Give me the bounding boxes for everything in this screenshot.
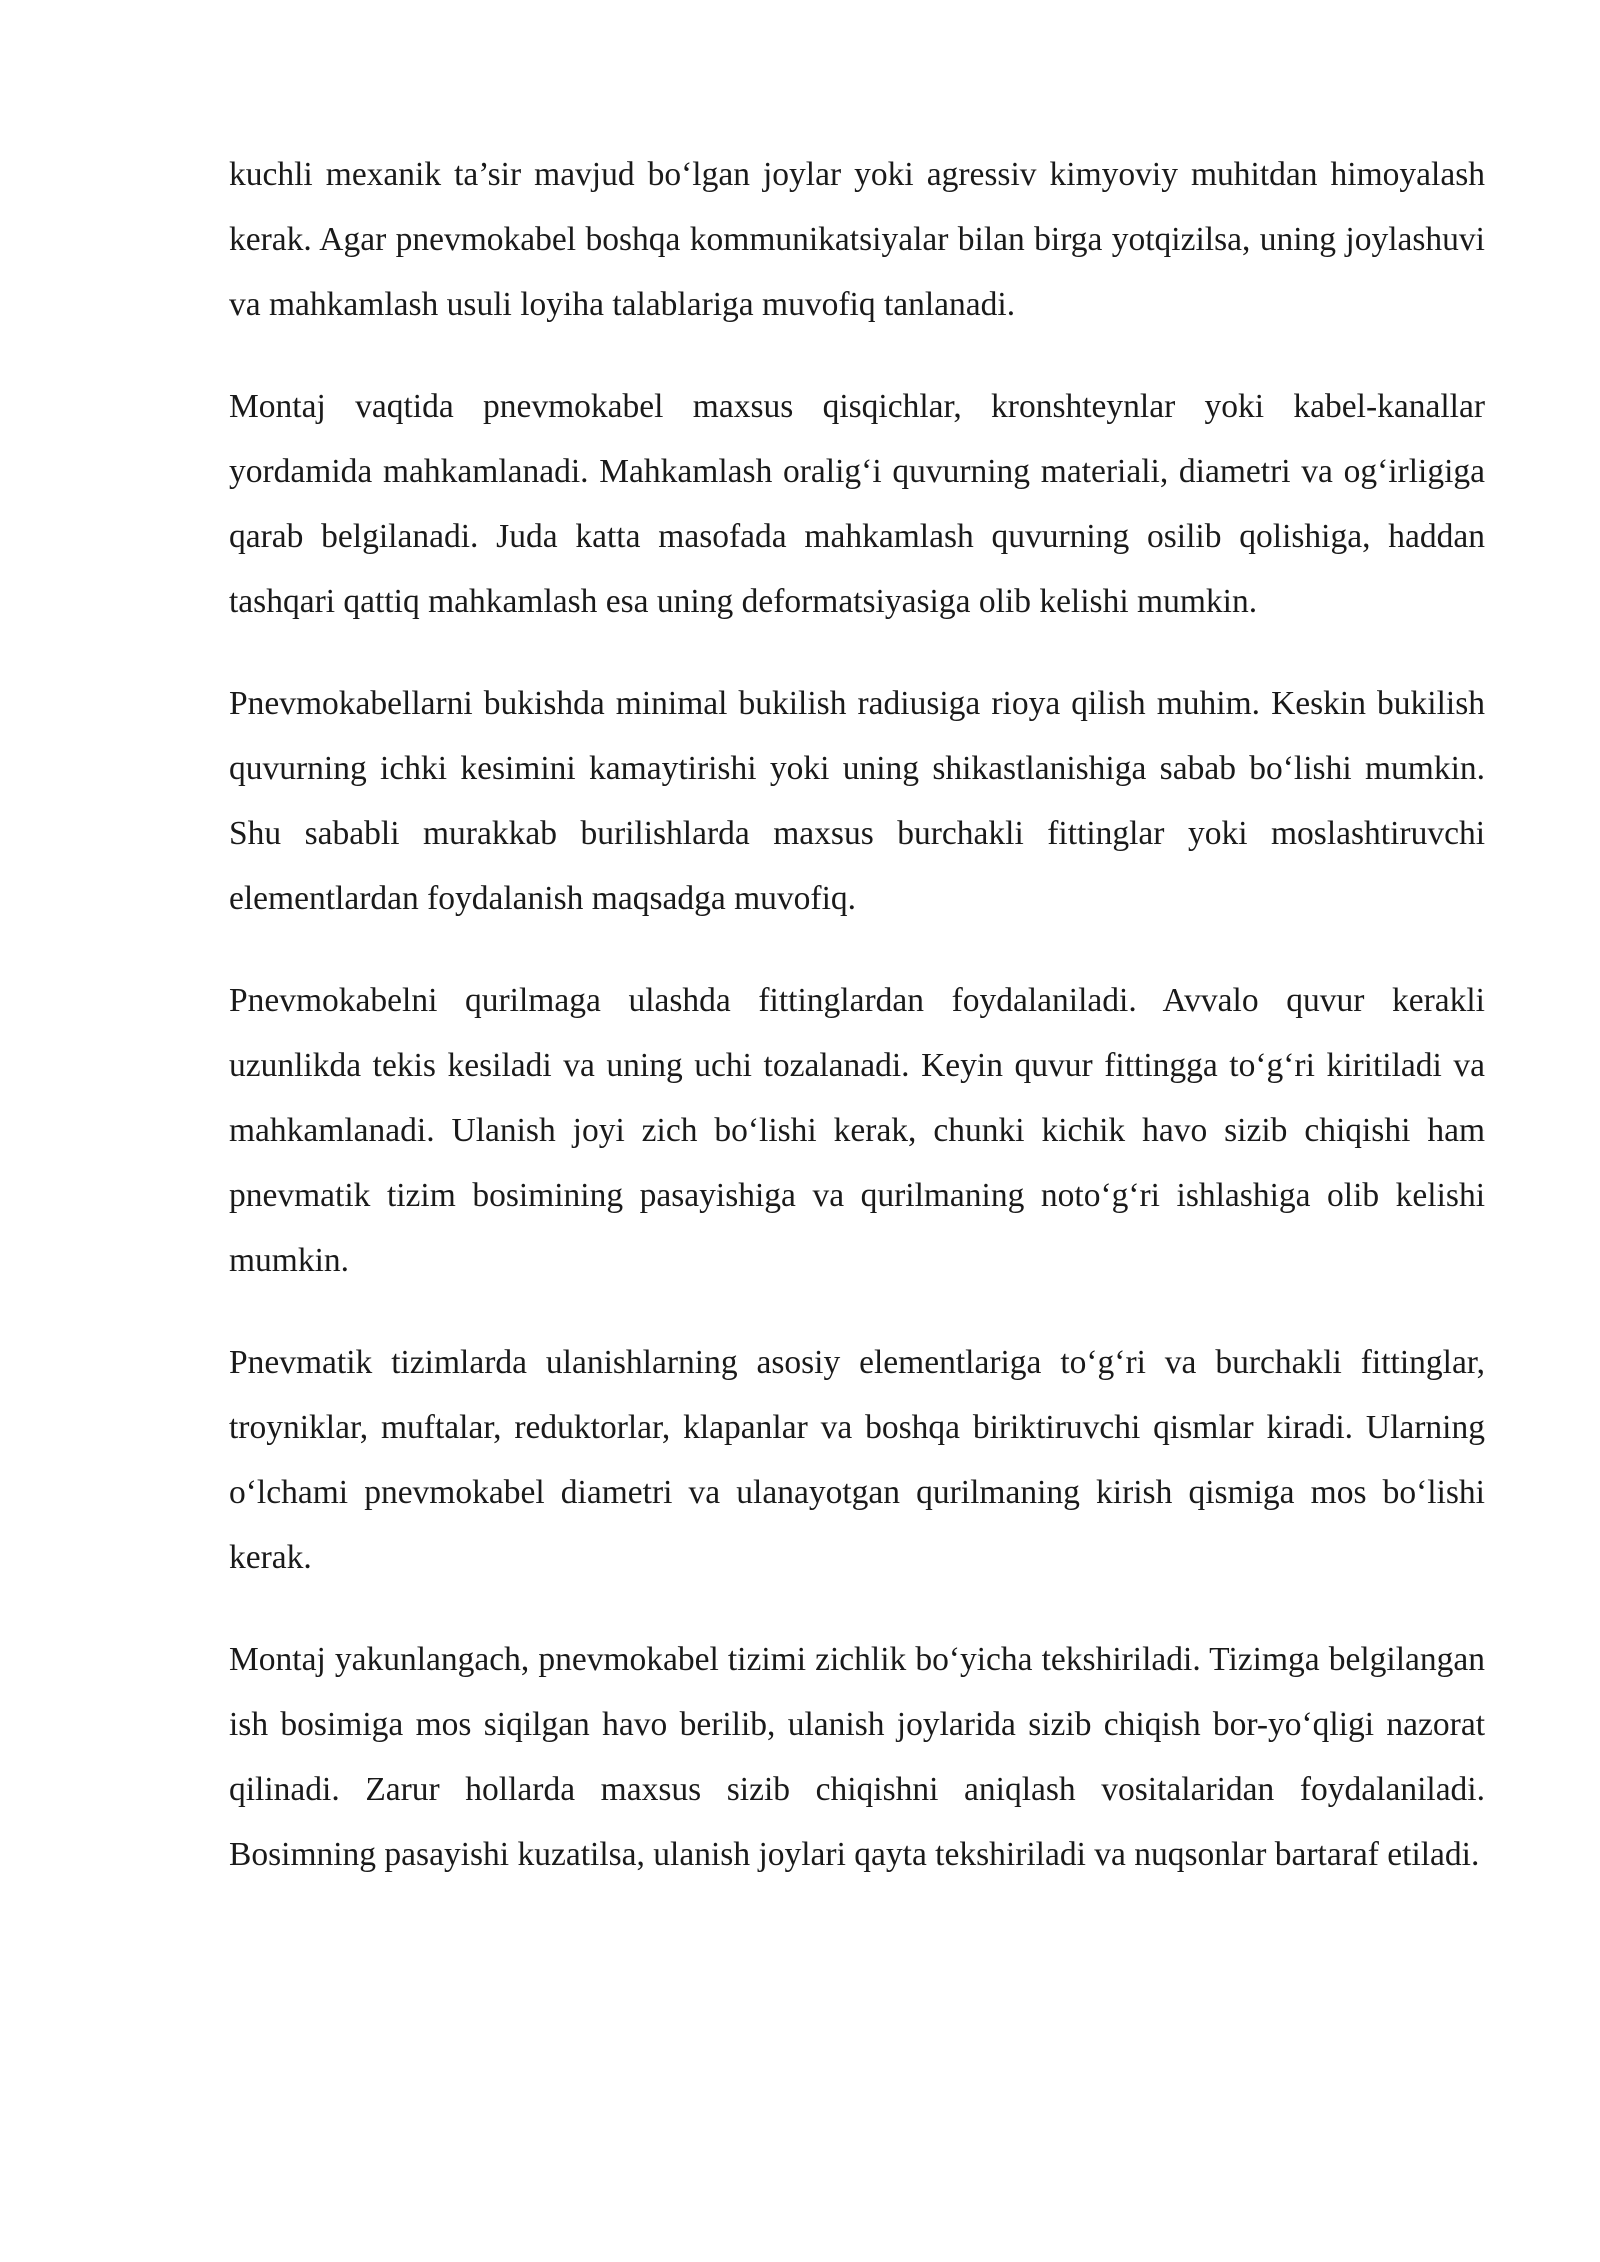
paragraph: Pnevmatik tizimlarda ulanishlarning asosiy elementlariga to‘g‘ri va burchakli fittinglar, troyniklar, muftalar, reduktorlar, klapanlar va boshqa biriktiruvchi qismlar kiradi. Ularning o‘lchami pnevmokabel diametri va ulanayotgan qurilmaning kirish qismiga mos bo‘lishi kerak. [229, 1344, 1485, 1576]
paragraph: kuchli mexanik ta’sir mavjud bo‘lgan joylar yoki agressiv kimyoviy muhitdan himoyalash kerak. Agar pnevmokabel boshqa kommunikatsiyalar bilan birga yotqizilsa, uning joylashuvi va mahkamlash usuli loyiha talablariga muvofiq tanlanadi. [229, 156, 1485, 323]
paragraph: Montaj vaqtida pnevmokabel maxsus qisqichlar, kronshteynlar yoki kabel-kanallar yordamida mahkamlanadi. Mahkamlash oralig‘i quvurning materiali, diametri va og‘irligiga qarab belgilanadi. Juda katta masofada mahkamlash quvurning osilib qolishiga, haddan tashqari qattiq mahkamlash esa uning deformatsiyasiga olib kelishi mumkin. [229, 388, 1485, 620]
paragraph: Pnevmokabelni qurilmaga ulashda fittinglardan foydalaniladi. Avvalo quvur kerakli uzunlikda tekis kesiladi va uning uchi tozalanadi. Keyin quvur fittingga to‘g‘ri kiritiladi va mahkamlanadi. Ulanish joyi zich bo‘lishi kerak, chunki kichik havo sizib chiqishi ham pnevmatik tizim bosimining pasayishiga va qurilmaning noto‘g‘ri ishlashiga olib kelishi mumkin. [229, 982, 1485, 1279]
paragraph: Montaj yakunlangach, pnevmokabel tizimi zichlik bo‘yicha tekshiriladi. Tizimga belgilangan ish bosimiga mos siqilgan havo berilib, ulanish joylarida sizib chiqish bor-yo‘qligi nazorat qilinadi. Zarur hollarda maxsus sizib chiqishni aniqlash vositalaridan foydalaniladi. Bosimning pasayishi kuzatilsa, ulanish joylari qayta tekshiriladi va nuqsonlar bartaraf etiladi. [229, 1641, 1485, 1873]
paragraph: Pnevmokabellarni bukishda minimal bukilish radiusiga rioya qilish muhim. Keskin bukilish quvurning ichki kesimini kamaytirishi yoki uning shikastlanishiga sabab bo‘lishi mumkin. Shu sababli murakkab burilishlarda maxsus burchakli fittinglar yoki moslashtiruvchi elementlardan foydalanish maqsadga muvofiq. [229, 685, 1485, 917]
body-text [229, 142, 1485, 1887]
